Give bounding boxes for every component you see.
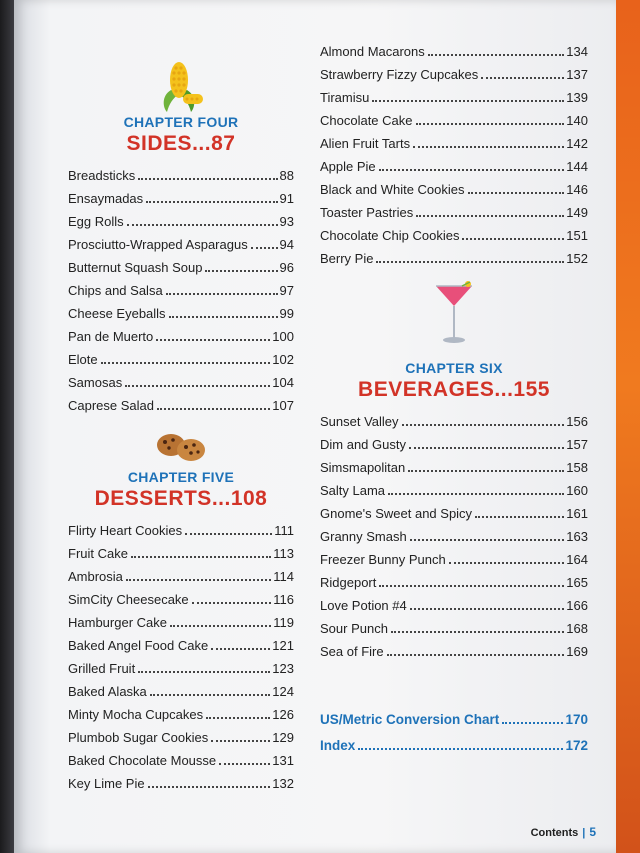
chapter-five-list	[68, 519, 294, 795]
toc-entry	[68, 772, 294, 795]
chapter-six-label: CHAPTER SIX	[405, 360, 503, 376]
toc-entry	[320, 201, 588, 224]
toc-entry-page: 144	[566, 159, 588, 174]
toc-entry-page: 126	[272, 707, 294, 722]
toc-entry-title: Sea of Fire	[320, 644, 384, 659]
toc-entry	[320, 40, 588, 63]
toc-entry	[320, 433, 588, 456]
toc-entry	[320, 707, 588, 733]
toc-entry-title: Apple Pie	[320, 159, 376, 174]
toc-entry-page: 168	[566, 621, 588, 636]
dot-leader	[416, 123, 565, 125]
dot-leader	[150, 694, 271, 696]
dot-leader	[416, 215, 564, 217]
toc-entry	[68, 565, 294, 588]
toc-entry-title: Butternut Squash Soup	[68, 260, 203, 275]
toc-entry-page: 123	[272, 661, 294, 676]
dot-leader	[101, 362, 271, 364]
dot-leader	[148, 786, 271, 788]
toc-entry	[320, 109, 588, 132]
dot-leader	[166, 293, 278, 295]
toc-entry-title: Granny Smash	[320, 529, 407, 544]
toc-entry-title: Toaster Pastries	[320, 205, 414, 220]
page-footer	[531, 825, 596, 839]
dot-leader	[127, 224, 278, 226]
toc-entry-title: Dim and Gusty	[320, 437, 406, 452]
toc-entry	[68, 726, 294, 749]
toc-entry-title: Chocolate Cake	[320, 113, 413, 128]
toc-entry-page: 111	[274, 523, 294, 538]
dot-leader	[388, 493, 564, 495]
toc-entry	[320, 132, 588, 155]
dot-leader	[146, 201, 277, 203]
toc-entry-page: 113	[273, 546, 294, 561]
toc-entry	[320, 733, 588, 759]
toc-entry	[68, 703, 294, 726]
dot-leader	[462, 238, 564, 240]
toc-entry	[68, 680, 294, 703]
toc-entry-page: 164	[566, 552, 588, 567]
dot-leader	[205, 270, 277, 272]
toc-entry-page: 161	[566, 506, 588, 521]
toc-entry-page: 163	[566, 529, 588, 544]
dot-leader	[379, 585, 564, 587]
toc-entry-title: Black and White Cookies	[320, 182, 465, 197]
toc-entry-title: Flirty Heart Cookies	[68, 523, 183, 538]
toc-entry-page: 93	[279, 214, 294, 229]
dot-leader	[192, 602, 272, 604]
toc-entry	[68, 302, 294, 325]
toc-entry-page: 91	[279, 191, 294, 206]
dot-leader	[387, 654, 565, 656]
toc-entry-page: 132	[272, 776, 294, 791]
dot-leader	[125, 385, 270, 387]
toc-entry	[68, 325, 294, 348]
chapter-four-title: SIDES...87	[126, 132, 236, 155]
toc-entry-title: Sour Punch	[320, 621, 388, 636]
toc-entry-page: 172	[565, 738, 588, 753]
dot-leader	[169, 316, 278, 318]
toc-entry-page: 142	[566, 136, 588, 151]
desserts-continued-list	[320, 40, 588, 270]
toc-entry-page: 158	[566, 460, 588, 475]
toc-entry-page: 139	[566, 90, 588, 105]
dot-leader	[211, 740, 270, 742]
chapter-six-title: BEVERAGES...155	[358, 378, 550, 401]
toc-entry	[320, 571, 588, 594]
toc-entry	[320, 594, 588, 617]
footer-label: Contents	[530, 827, 579, 839]
toc-entry	[320, 617, 588, 640]
toc-entry	[68, 657, 294, 680]
toc-entry-title: Ridgeport	[320, 575, 377, 590]
toc-entry-page: 104	[272, 375, 294, 390]
toc-entry	[320, 640, 588, 663]
toc-entry	[320, 247, 588, 270]
toc-entry-title: SimCity Cheesecake	[68, 592, 189, 607]
toc-entry-page: 97	[279, 283, 294, 298]
toc-entry-title: Grilled Fruit	[68, 661, 136, 676]
toc-entry-title: Fruit Cake	[68, 546, 128, 561]
dot-leader	[475, 516, 564, 518]
dot-leader	[372, 100, 564, 102]
toc-entry-title: Egg Rolls	[68, 214, 124, 229]
dot-leader	[138, 178, 277, 180]
chapter-four-list	[68, 164, 294, 417]
toc-entry-title: Gnome's Sweet and Spicy	[320, 506, 473, 521]
toc-entry	[320, 410, 588, 433]
toc-entry-title: Prosciutto-Wrapped Asparagus	[68, 237, 248, 252]
dot-leader	[206, 717, 270, 719]
toc-entry-title: Baked Angel Food Cake	[68, 638, 209, 653]
toc-entry-title: Elote	[68, 352, 98, 367]
toc-entry-title: Plumbob Sugar Cookies	[68, 730, 209, 745]
dot-leader	[449, 562, 565, 564]
toc-entry-page: 94	[279, 237, 294, 252]
dot-leader	[358, 748, 563, 750]
chapter-six-list	[320, 410, 588, 663]
toc-entry-page: 114	[273, 569, 294, 584]
toc-entry-title: Berry Pie	[320, 251, 374, 266]
toc-entry-page: 100	[272, 329, 294, 344]
cookies-icon	[68, 431, 294, 463]
toc-entry	[68, 611, 294, 634]
toc-entry	[68, 588, 294, 611]
toc-entry-title: Baked Alaska	[68, 684, 147, 699]
dot-leader	[468, 192, 565, 194]
toc-entry-title: Index	[320, 738, 356, 753]
toc-entry	[320, 456, 588, 479]
toc-entry-page: 160	[566, 483, 588, 498]
toc-entry	[320, 525, 588, 548]
dot-leader	[157, 408, 270, 410]
back-matter-list	[320, 707, 588, 759]
dot-leader	[481, 77, 564, 79]
toc-entry-title: Tiramisu	[320, 90, 370, 105]
cocktail-icon	[320, 280, 588, 346]
toc-entry-page: 165	[566, 575, 588, 590]
footer-page-number: 5	[589, 825, 596, 839]
toc-entry	[320, 502, 588, 525]
toc-entry-title: Key Lime Pie	[68, 776, 145, 791]
left-column	[68, 60, 294, 795]
toc-entry-page: 116	[273, 592, 294, 607]
toc-entry	[68, 164, 294, 187]
toc-entry-title: Chocolate Chip Cookies	[320, 228, 460, 243]
toc-entry	[68, 279, 294, 302]
dot-leader	[410, 539, 565, 541]
toc-entry-title: Sunset Valley	[320, 414, 399, 429]
toc-entry-title: Love Potion #4	[320, 598, 407, 613]
book-edge-orange	[612, 0, 640, 853]
toc-entry-title: Caprese Salad	[68, 398, 154, 413]
toc-entry-page: 99	[279, 306, 294, 321]
toc-entry	[68, 519, 294, 542]
toc-entry-title: Strawberry Fizzy Cupcakes	[320, 67, 479, 82]
toc-entry-title: Minty Mocha Cupcakes	[68, 707, 204, 722]
toc-entry-page: 169	[566, 644, 588, 659]
dot-leader	[211, 648, 270, 650]
dot-leader	[251, 247, 278, 249]
toc-entry	[68, 348, 294, 371]
toc-entry-title: US/Metric Conversion Chart	[320, 712, 500, 727]
toc-entry	[68, 542, 294, 565]
toc-entry-page: 121	[272, 638, 294, 653]
toc-entry-page: 170	[565, 712, 588, 727]
toc-entry-title: Baked Chocolate Mousse	[68, 753, 217, 768]
toc-entry-page: 96	[279, 260, 294, 275]
toc-entry	[320, 479, 588, 502]
toc-entry	[68, 394, 294, 417]
toc-entry	[68, 749, 294, 772]
dot-leader	[402, 424, 565, 426]
toc-entry	[320, 86, 588, 109]
dot-leader	[126, 579, 271, 581]
toc-entry-page: 152	[566, 251, 588, 266]
toc-entry	[68, 371, 294, 394]
toc-entry-title: Samosas	[68, 375, 123, 390]
toc-entry-title: Hamburger Cake	[68, 615, 167, 630]
toc-entry-title: Simsmapolitan	[320, 460, 406, 475]
toc-entry	[68, 634, 294, 657]
contents-page	[14, 0, 616, 853]
toc-entry-page: 157	[566, 437, 588, 452]
toc-entry-page: 156	[566, 414, 588, 429]
right-column	[320, 40, 588, 759]
dot-leader	[376, 261, 564, 263]
toc-entry-page: 149	[566, 205, 588, 220]
toc-entry-page: 140	[566, 113, 588, 128]
chapter-five-title: DESSERTS...108	[94, 487, 268, 510]
toc-entry-page: 137	[566, 67, 588, 82]
toc-entry	[68, 187, 294, 210]
toc-entry-title: Almond Macarons	[320, 44, 425, 59]
dot-leader	[156, 339, 270, 341]
toc-entry	[320, 155, 588, 178]
dot-leader	[428, 54, 565, 56]
toc-entry	[68, 233, 294, 256]
dot-leader	[170, 625, 271, 627]
toc-entry-title: Salty Lama	[320, 483, 386, 498]
toc-entry-page: 151	[566, 228, 588, 243]
dot-leader	[502, 722, 563, 724]
toc-entry-page: 119	[273, 615, 294, 630]
toc-entry-title: Ensaymadas	[68, 191, 144, 206]
toc-entry-title: Chips and Salsa	[68, 283, 163, 298]
toc-entry-title: Ambrosia	[68, 569, 123, 584]
toc-entry-page: 134	[566, 44, 588, 59]
dot-leader	[219, 763, 270, 765]
corn-icon	[68, 60, 294, 114]
footer-separator: |	[582, 827, 586, 839]
chapter-four-label: CHAPTER FOUR	[123, 114, 239, 130]
toc-entry-page: 102	[272, 352, 294, 367]
toc-entry-page: 129	[272, 730, 294, 745]
dot-leader	[379, 169, 565, 171]
dot-leader	[409, 447, 564, 449]
toc-entry-page: 88	[279, 168, 294, 183]
dot-leader	[391, 631, 564, 633]
toc-entry	[320, 224, 588, 247]
toc-entry-page: 107	[272, 398, 294, 413]
toc-entry-title: Freezer Bunny Punch	[320, 552, 446, 567]
chapter-five-label: CHAPTER FIVE	[127, 469, 235, 485]
toc-entry-page: 124	[272, 684, 294, 699]
toc-entry-title: Cheese Eyeballs	[68, 306, 166, 321]
toc-entry-title: Pan de Muerto	[68, 329, 154, 344]
toc-entry-page: 131	[272, 753, 294, 768]
toc-entry	[320, 548, 588, 571]
toc-entry	[320, 178, 588, 201]
dot-leader	[185, 533, 272, 535]
dot-leader	[410, 608, 565, 610]
dot-leader	[138, 671, 270, 673]
toc-entry	[320, 63, 588, 86]
toc-entry-page: 146	[566, 182, 588, 197]
toc-entry	[68, 256, 294, 279]
toc-entry-title: Breadsticks	[68, 168, 136, 183]
toc-entry-page: 166	[566, 598, 588, 613]
toc-entry-title: Alien Fruit Tarts	[320, 136, 411, 151]
dot-leader	[408, 470, 564, 472]
dot-leader	[413, 146, 564, 148]
toc-entry	[68, 210, 294, 233]
dot-leader	[131, 556, 271, 558]
